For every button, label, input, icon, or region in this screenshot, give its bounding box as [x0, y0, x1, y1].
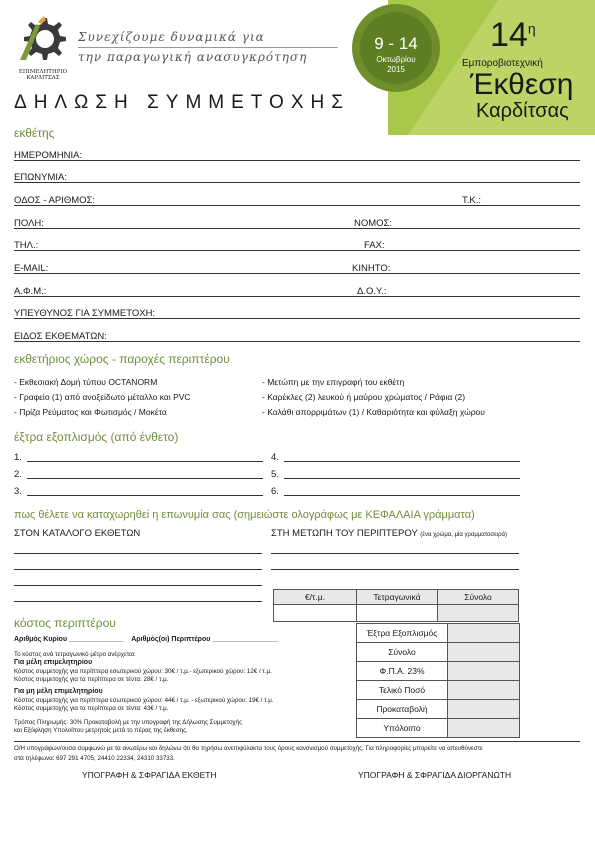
gear-icon [14, 14, 72, 64]
logo-city: ΚΑΡΔΙΤΣΑΣ [26, 75, 60, 81]
exhibitor-heading: εκθέτης [14, 126, 55, 140]
stand-heading: εκθετήριος χώρος - παροχές περιπτέρου [14, 352, 230, 366]
stand-left-2: - Γραφείο (1) από ανοξείδωτο μέταλλο και PVC [14, 392, 191, 402]
price-input-euro[interactable] [273, 604, 357, 622]
cost-pay2: και Εξόφληση Υπολοίπου μετρητοίς μετά το πέρας της έκθεσης. [14, 727, 188, 734]
summary-label-final: Τελικό Ποσό [356, 680, 448, 700]
catalog-label: ΣΤΟΝ ΚΑΤΑΛΟΓΟ ΕΚΘΕΤΩΝ [14, 528, 141, 539]
stand-left-1: - Εκθεσιακή Δομή τύπου OCTANORM [14, 377, 158, 387]
slogan-line2: την παραγωγική ανασυγκρότηση [78, 50, 308, 64]
price-input-sqm[interactable] [356, 604, 438, 622]
extra-num-2: 2. [14, 469, 22, 480]
extra-field-4[interactable] [284, 461, 520, 462]
extra-num-3: 3. [14, 486, 22, 497]
extra-heading: έξτρα εξοπλισμός (από ένθετο) [14, 430, 179, 444]
city-label: ΠΟΛΗ: [14, 218, 44, 229]
surname-label: ΕΠΩΝΥΜΙΑ: [14, 172, 68, 183]
event-month: Οκτωβρίου [376, 55, 416, 64]
signature-exhibitor: ΥΠΟΓΡΑΦΗ & ΣΦΡΑΓΙΔΑ ΕΚΘΕΤΗ [82, 770, 217, 780]
front-label: ΣΤΗ ΜΕΤΩΠΗ ΤΟΥ ΠΕΡΙΠΤΕΡΟΥ (ένα χρώμα, μία γραμματοσειρά) [271, 528, 507, 539]
products-field[interactable] [14, 341, 580, 342]
footer-line1: Ο/Η υπογράφων/ουσα συμφωνώ με τα ανωτέρω και δηλώνω ότι θα τηρήσω ανεπιφύλακτα τους όρους κανονισμού συμμετοχής. Για πληροφορίες μπορείτε να απευθύνεστε [14, 745, 483, 752]
price-input-total[interactable] [437, 604, 519, 622]
date-label: ΗΜΕΡΟΜΗΝΙΑ: [14, 150, 83, 161]
catalog-field-3[interactable] [14, 585, 262, 586]
footer-line2: στα τηλέφωνα: 697 291 4705, 24410 22334, 24310 33733. [14, 755, 175, 762]
cost-pay1: Τρόπος Πληρωμής: 30% Προκαταβολή με την υπογραφή της Δήλωσης Συμμετοχής [14, 719, 243, 726]
fax-label: FAX: [364, 240, 385, 251]
summary-value-deposit[interactable] [447, 699, 520, 719]
phone-label: ΤΗΛ.: [14, 240, 39, 251]
summary-value-balance[interactable] [447, 718, 520, 738]
slogan-rule [78, 47, 338, 48]
cost-members: Για μέλη επιμελητηρίου [14, 659, 93, 666]
extra-field-1[interactable] [27, 461, 263, 462]
front-field-2[interactable] [271, 569, 519, 570]
cost-intro: Το κόστος ανά τετραγωνικό μέτρο ανέρχεται: [14, 651, 136, 658]
price-col-total: Σύνολο [437, 589, 519, 605]
catalog-field-2[interactable] [14, 569, 262, 570]
email-field[interactable] [14, 273, 580, 274]
responsible-field[interactable] [14, 318, 580, 319]
cost-n1: Κόστος συμμετοχής για περίπτερα εσωτερικού χώρου: 44€ / τ.μ. - εξωτερικού χώρου: 19€ / τ.μ. [14, 697, 274, 704]
extra-num-4: 4. [271, 452, 279, 463]
stand-right-2: - Καρέκλες (2) λευκού ή μαύρου χρώματος / Ράφια (2) [262, 392, 466, 402]
extra-num-5: 5. [271, 469, 279, 480]
extra-num-6: 6. [271, 486, 279, 497]
signature-organizer: ΥΠΟΓΡΑΦΗ & ΣΦΡΑΓΙΔΑ ΔΙΟΡΓΑΝΩΤΗ [358, 770, 512, 780]
cost-n2: Κόστος συμμετοχής για τα περίπτερα σε τέντα: 43€ / τ.μ. [14, 705, 169, 712]
summary-label-total: Σύνολο [356, 642, 448, 662]
date-field[interactable] [14, 160, 580, 161]
cost-heading: κόστος περιπτέρου [14, 616, 116, 630]
extra-field-5[interactable] [284, 478, 520, 479]
summary-label-vat: Φ.Π.Α. 23% [356, 661, 448, 681]
stand-right-1: - Μετώπη με την επιγραφή του εκθέτη [262, 377, 405, 387]
summary-value-extra[interactable] [447, 623, 520, 643]
doy-label: Δ.Ο.Υ.: [357, 286, 387, 297]
catalog-field-1[interactable] [14, 553, 262, 554]
cost-m2: Κόστος συμμετοχής για τα περίπτερα σε τέντα: 28€ / τ.μ. [14, 676, 169, 683]
event-dates: 9 - 14 [374, 34, 418, 53]
extra-field-3[interactable] [27, 495, 263, 496]
event-year: 2015 [387, 65, 405, 74]
slogan-line1: Συνεχίζουμε δυναμικά για [78, 30, 265, 44]
mobile-label: ΚΙΝΗΤΟ: [352, 263, 391, 274]
summary-label-balance: Υπόλοιπο [356, 718, 448, 738]
chamber-logo [14, 14, 72, 80]
price-col-sqm: Τετραγωνικά [356, 589, 438, 605]
responsible-label: ΥΠΕΥΘΥΝΟΣ ΓΙΑ ΣΥΜΜΕΤΟΧΗ: [14, 308, 156, 319]
street-label: ΟΔΟΣ - ΑΡΙΘΜΟΣ: [14, 195, 96, 206]
summary-value-total[interactable] [447, 642, 520, 662]
email-label: E-MAIL: [14, 263, 49, 274]
catalog-field-4[interactable] [14, 601, 262, 602]
cost-m1: Κόστος συμμετοχής για περίπτερα εσωτερικού χώρου: 30€ / τ.μ.- εξωτερικού χώρου: 12€ / τ.μ. [14, 668, 272, 675]
event-place: Καρδίτσας [476, 100, 569, 122]
front-field-1[interactable] [271, 553, 519, 554]
summary-label-deposit: Προκαταβολή [356, 699, 448, 719]
naming-heading: πως θέλετε να καταχωρηθεί η επωνυμία σας (σημειώστε ολογράφως με ΚΕΦΑΛΑΙΑ γράμματα) [14, 509, 475, 521]
extra-field-2[interactable] [27, 478, 263, 479]
summary-value-vat[interactable] [447, 661, 520, 681]
afm-label: Α.Φ.Μ.: [14, 286, 47, 297]
extra-num-1: 1. [14, 452, 22, 463]
summary-value-final[interactable] [447, 680, 520, 700]
cost-main-number: Αριθμός Κυρίου ______________ Αριθμός(οι) Περιπτέρου _________________ [14, 636, 279, 643]
surname-field[interactable] [14, 182, 580, 183]
zip-label: Τ.Κ.: [462, 195, 482, 206]
event-kind: Εμποροβιοτεχνική [462, 58, 543, 69]
extra-field-6[interactable] [284, 495, 520, 496]
price-col-euro: €/τ.μ. [273, 589, 357, 605]
summary-label-extra: Έξτρα Εξοπλισμός [356, 623, 448, 643]
phone-field[interactable] [14, 250, 580, 251]
page-title: ΔΗΛΩΣΗ ΣΥΜΜΕΤΟΧΗΣ [14, 92, 350, 113]
prefecture-label: ΝΟΜΟΣ: [354, 218, 393, 229]
products-label: ΕΙΔΟΣ ΕΚΘΕΜΑΤΩΝ: [14, 331, 107, 342]
cost-nonmembers: Για μη μέλη επιμελητηρίου [14, 688, 103, 695]
stand-left-3: - Πρίζα Ρεύματος και Φωτισμός / Μοκέτα [14, 407, 167, 417]
afm-field[interactable] [14, 296, 580, 297]
event-number: $14^\eta$ [490, 16, 536, 54]
city-field[interactable] [14, 228, 580, 229]
event-name: Έκθεση [470, 68, 574, 101]
logo-org: ΕΠΙΜΕΛΗΤΗΡΙΟ [18, 69, 68, 75]
footer-rule [14, 741, 580, 742]
street-field[interactable] [14, 205, 580, 206]
stand-right-3: - Καλάθι απορριμάτων (1) / Καθαριότητα και φύλαξη χώρου [262, 407, 485, 417]
